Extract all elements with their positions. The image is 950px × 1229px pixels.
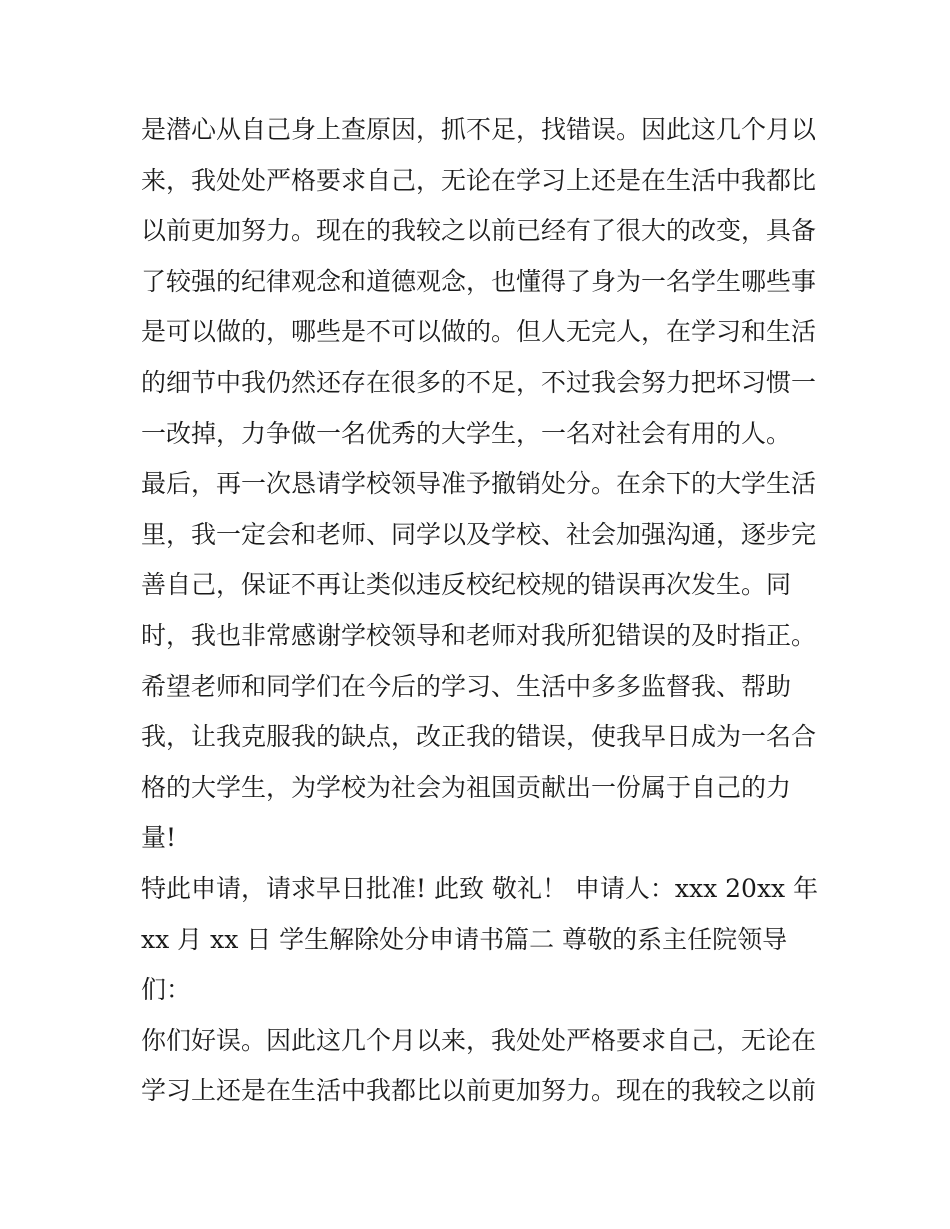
text-line: 里，我一定会和老师、同学以及学校、社会加强沟通，逐步完 <box>141 519 817 549</box>
text-line: 是可以做的，哪些是不可以做的。但人无完人，在学习和生活 <box>141 317 817 347</box>
text-line: 了较强的纪律观念和道德观念，也懂得了身为一名学生哪些事 <box>141 266 817 296</box>
text-line: 学习上还是在生活中我都比以前更加努力。现在的我较之以前 <box>141 1076 817 1106</box>
text-line: 的细节中我仍然还存在很多的不足，不过我会努力把坏习惯一 <box>141 367 817 397</box>
text-line: 一改掉，力争做一名优秀的大学生，一名对社会有用的人。 <box>141 418 792 448</box>
text-line: 特此申请，请求早日批准! 此致 敬礼！ 申请人：xxx 20xx 年 <box>141 873 819 903</box>
text-line: 格的大学生，为学校为社会为祖国贡献出一份属于自己的力 <box>141 772 792 802</box>
text-line: 最后，再一次恳请学校领导准予撤销处分。在余下的大学生活 <box>141 469 817 499</box>
text-line: 希望老师和同学们在今后的学习、生活中多多监督我、帮助 <box>141 671 792 701</box>
text-line: 你们好误。因此这几个月以来，我处处严格要求自己，无论在 <box>141 1025 817 1055</box>
text-line: 善自己，保证不再让类似违反校纪校规的错误再次发生。同 <box>141 570 792 600</box>
text-line: xx 月 xx 日 学生解除处分申请书篇二 尊敬的系主任院领导 <box>141 924 788 954</box>
text-line: 是潜心从自己身上查原因，抓不足，找错误。因此这几个月以 <box>141 115 817 144</box>
text-line: 们： <box>141 975 192 1005</box>
document-body <box>141 105 821 1117</box>
text-line: 量! <box>141 823 177 853</box>
text-line: 我，让我克服我的缺点，改正我的错误，使我早日成为一名合 <box>141 722 817 752</box>
text-line: 以前更加努力。现在的我较之以前已经有了很大的改变，具备 <box>141 216 817 246</box>
text-line: 来，我处处严格要求自己，无论在学习上还是在生活中我都比 <box>141 165 817 195</box>
text-line: 时，我也非常感谢学校领导和老师对我所犯错误的及时指正。 <box>141 620 817 650</box>
